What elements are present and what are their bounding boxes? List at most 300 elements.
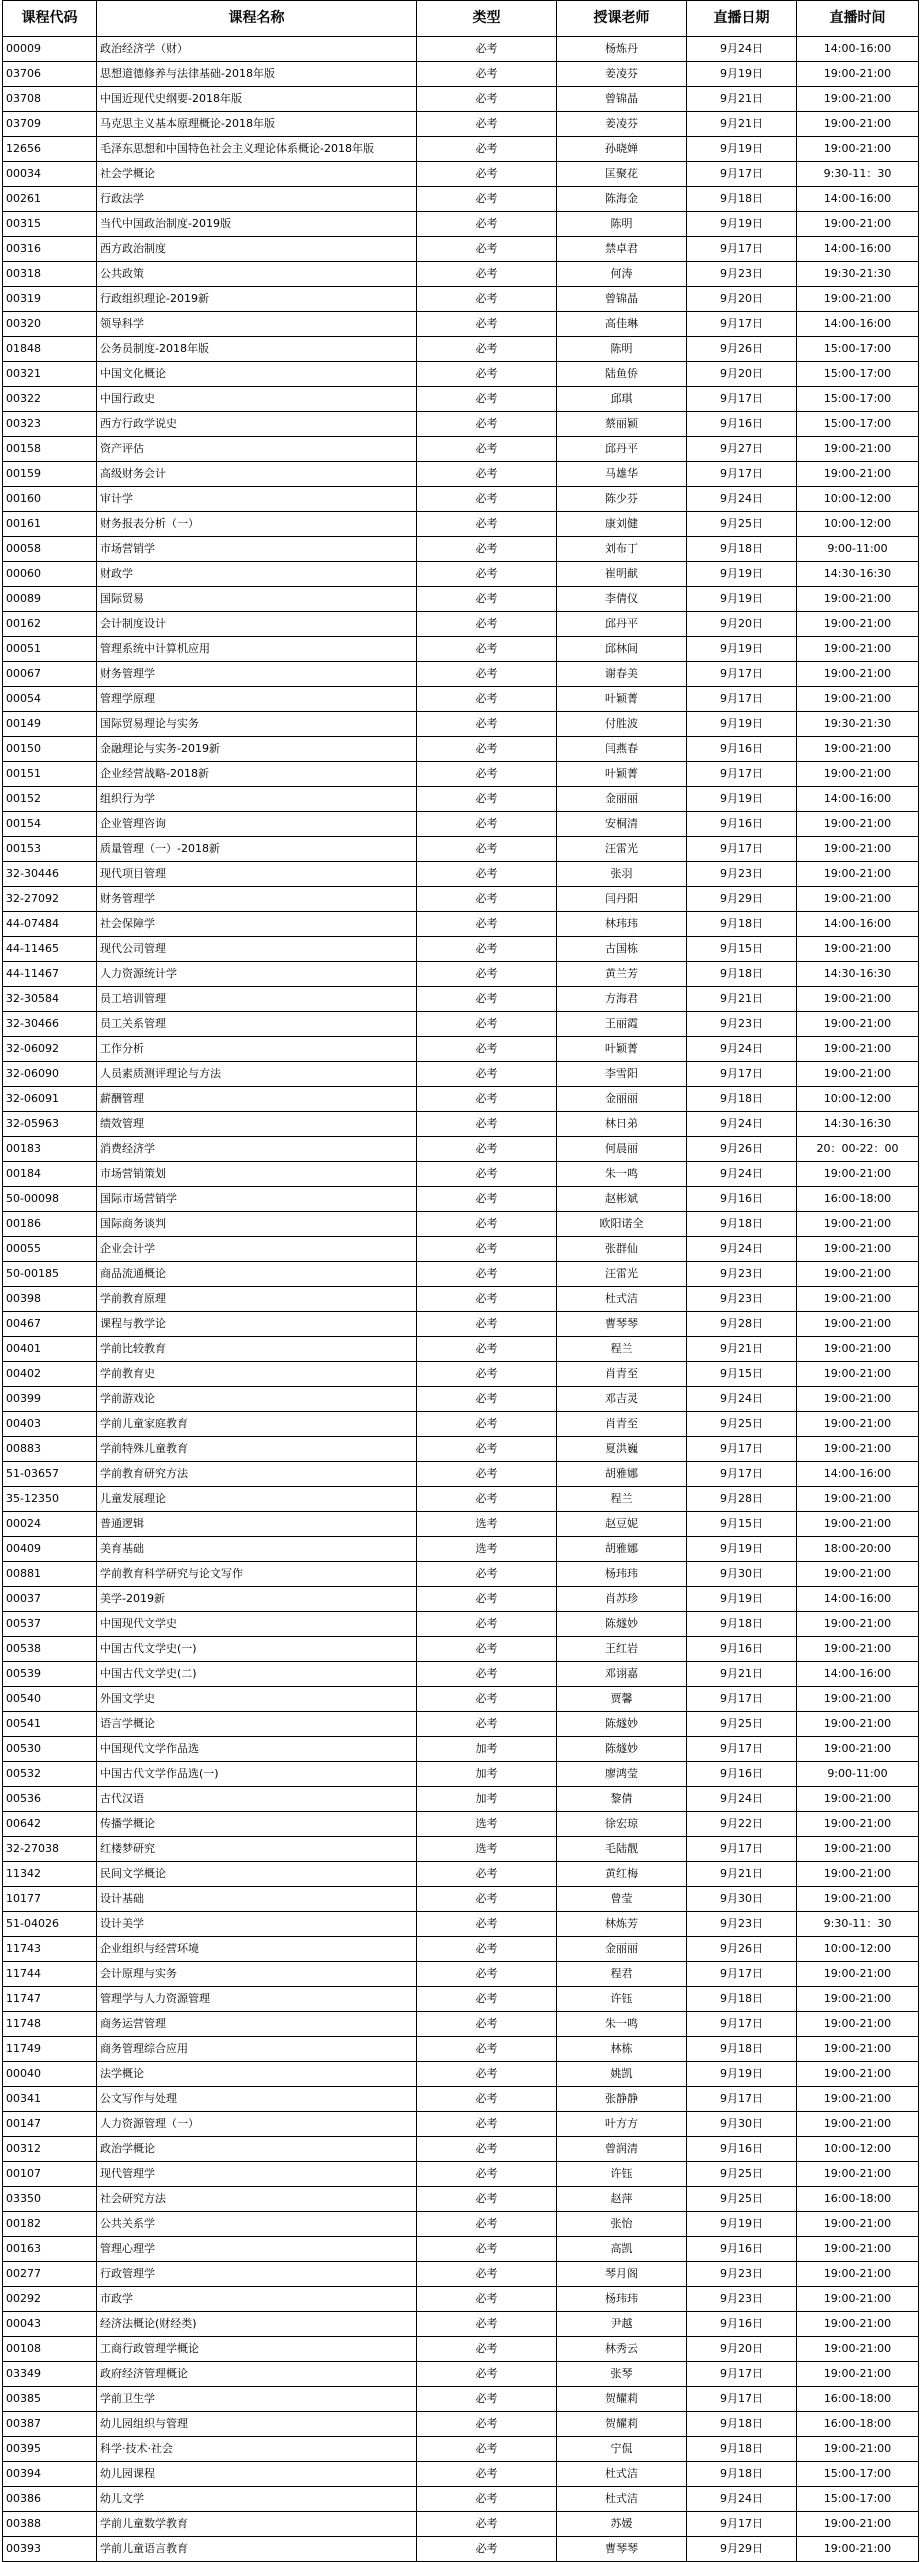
course-name-cell: 思想道德修养与法律基础-2018年版 [97, 62, 417, 87]
teacher-cell: 许钰 [557, 2162, 687, 2187]
teacher-cell: 程君 [557, 1962, 687, 1987]
course-code-cell: 32-27038 [3, 1837, 97, 1862]
table-row [3, 662, 919, 687]
type-cell: 必考 [417, 2137, 557, 2162]
time-cell: 19:00-21:00 [797, 1687, 919, 1712]
type-cell: 必考 [417, 1412, 557, 1437]
teacher-cell: 安桐清 [557, 812, 687, 837]
date-cell: 9月21日 [687, 112, 797, 137]
table-row [3, 1587, 919, 1612]
type-cell: 必考 [417, 1037, 557, 1062]
type-cell: 必考 [417, 362, 557, 387]
course-code-cell: 11743 [3, 1937, 97, 1962]
type-cell: 必考 [417, 487, 557, 512]
date-cell: 9月25日 [687, 1412, 797, 1437]
table-row [3, 1412, 919, 1437]
course-code-cell: 03349 [3, 2362, 97, 2387]
time-cell: 19:00-21:00 [797, 887, 919, 912]
course-name-cell: 现代管理学 [97, 2162, 417, 2187]
course-code-cell: 00147 [3, 2112, 97, 2137]
date-cell: 9月29日 [687, 887, 797, 912]
course-code-cell: 00161 [3, 512, 97, 537]
table-row [3, 1012, 919, 1037]
teacher-cell: 肖青至 [557, 1362, 687, 1387]
time-cell: 19:00-21:00 [797, 437, 919, 462]
course-name-cell: 外国文学史 [97, 1687, 417, 1712]
course-code-cell: 32-05963 [3, 1112, 97, 1137]
type-cell: 必考 [417, 2187, 557, 2212]
course-name-cell: 公文写作与处理 [97, 2087, 417, 2112]
date-cell: 9月17日 [687, 1737, 797, 1762]
teacher-cell: 林炼芳 [557, 1912, 687, 1937]
course-name-cell: 学前教育科学研究与论文写作 [97, 1562, 417, 1587]
teacher-cell: 程兰 [557, 1487, 687, 1512]
type-cell: 必考 [417, 1712, 557, 1737]
type-cell: 必考 [417, 312, 557, 337]
course-code-cell: 00060 [3, 562, 97, 587]
type-cell: 必考 [417, 2062, 557, 2087]
type-cell: 必考 [417, 387, 557, 412]
date-cell: 9月17日 [687, 1462, 797, 1487]
type-cell: 必考 [417, 462, 557, 487]
teacher-cell: 尹越 [557, 2312, 687, 2337]
header-type: 类型 [417, 1, 557, 37]
table-row [3, 2512, 919, 2537]
course-name-cell: 儿童发展理论 [97, 1487, 417, 1512]
time-cell: 14:30-16:30 [797, 562, 919, 587]
time-cell: 19:00-21:00 [797, 1512, 919, 1537]
type-cell: 必考 [417, 1237, 557, 1262]
table-row [3, 1862, 919, 1887]
date-cell: 9月18日 [687, 1987, 797, 2012]
type-cell: 必考 [417, 437, 557, 462]
course-code-cell: 00341 [3, 2087, 97, 2112]
type-cell: 必考 [417, 1287, 557, 1312]
course-code-cell: 03708 [3, 87, 97, 112]
type-cell: 必考 [417, 1912, 557, 1937]
course-name-cell: 学前儿童语言教育 [97, 2537, 417, 2562]
course-name-cell: 中国古代文学史(一) [97, 1637, 417, 1662]
course-name-cell: 市场营销策划 [97, 1162, 417, 1187]
date-cell: 9月15日 [687, 1362, 797, 1387]
teacher-cell: 陈燧妙 [557, 1737, 687, 1762]
teacher-cell: 崔明献 [557, 562, 687, 587]
type-cell: 必考 [417, 2487, 557, 2512]
teacher-cell: 姚凯 [557, 2062, 687, 2087]
course-code-cell: 00160 [3, 487, 97, 512]
course-name-cell: 人员素质测评理论与方法 [97, 1062, 417, 1087]
time-cell: 19:00-21:00 [797, 937, 919, 962]
course-name-cell: 组织行为学 [97, 787, 417, 812]
table-row [3, 337, 919, 362]
course-code-cell: 00182 [3, 2212, 97, 2237]
type-cell: 必考 [417, 1012, 557, 1037]
course-name-cell: 社会学概论 [97, 162, 417, 187]
type-cell: 必考 [417, 837, 557, 862]
date-cell: 9月17日 [687, 1062, 797, 1087]
course-name-cell: 管理学原理 [97, 687, 417, 712]
teacher-cell: 赵彬斌 [557, 1187, 687, 1212]
teacher-cell: 朱一鸣 [557, 1162, 687, 1187]
course-code-cell: 00312 [3, 2137, 97, 2162]
course-code-cell: 00403 [3, 1412, 97, 1437]
date-cell: 9月26日 [687, 337, 797, 362]
type-cell: 必考 [417, 512, 557, 537]
course-name-cell: 学前教育研究方法 [97, 1462, 417, 1487]
course-code-cell: 00051 [3, 637, 97, 662]
course-code-cell: 00399 [3, 1387, 97, 1412]
teacher-cell: 叶颖菁 [557, 762, 687, 787]
time-cell: 15:00-17:00 [797, 2462, 919, 2487]
table-row [3, 1912, 919, 1937]
type-cell: 必考 [417, 87, 557, 112]
teacher-cell: 黎倩 [557, 1787, 687, 1812]
course-name-cell: 工商行政管理学概论 [97, 2337, 417, 2362]
course-code-cell: 50-00185 [3, 1262, 97, 1287]
time-cell: 19:00-21:00 [797, 1487, 919, 1512]
date-cell: 9月16日 [687, 1637, 797, 1662]
date-cell: 9月19日 [687, 587, 797, 612]
time-cell: 19:00-21:00 [797, 762, 919, 787]
time-cell: 19:00-21:00 [797, 2287, 919, 2312]
course-name-cell: 领导科学 [97, 312, 417, 337]
course-name-cell: 传播学概论 [97, 1812, 417, 1837]
course-code-cell: 11748 [3, 2012, 97, 2037]
course-code-cell: 00183 [3, 1137, 97, 1162]
type-cell: 必考 [417, 337, 557, 362]
date-cell: 9月16日 [687, 2137, 797, 2162]
teacher-cell: 闫燕春 [557, 737, 687, 762]
date-cell: 9月24日 [687, 1387, 797, 1412]
course-code-cell: 32-06091 [3, 1087, 97, 1112]
type-cell: 加考 [417, 1762, 557, 1787]
time-cell: 19:00-21:00 [797, 1437, 919, 1462]
type-cell: 必考 [417, 2237, 557, 2262]
course-code-cell: 32-30466 [3, 1012, 97, 1037]
type-cell: 必考 [417, 712, 557, 737]
time-cell: 19:00-21:00 [797, 2087, 919, 2112]
table-row [3, 887, 919, 912]
table-row [3, 262, 919, 287]
course-code-cell: 00387 [3, 2412, 97, 2437]
time-cell: 19:00-21:00 [797, 1987, 919, 2012]
table-row [3, 1812, 919, 1837]
date-cell: 9月23日 [687, 1287, 797, 1312]
course-code-cell: 00883 [3, 1437, 97, 1462]
date-cell: 9月17日 [687, 162, 797, 187]
table-row [3, 1662, 919, 1687]
time-cell: 15:00-17:00 [797, 387, 919, 412]
date-cell: 9月19日 [687, 2212, 797, 2237]
table-row [3, 1687, 919, 1712]
date-cell: 9月18日 [687, 187, 797, 212]
table-row [3, 1162, 919, 1187]
type-cell: 必考 [417, 1262, 557, 1287]
course-name-cell: 国际商务谈判 [97, 1212, 417, 1237]
course-name-cell: 民间文学概论 [97, 1862, 417, 1887]
table-row [3, 237, 919, 262]
course-code-cell: 00159 [3, 462, 97, 487]
teacher-cell: 邱丹平 [557, 612, 687, 637]
time-cell: 19:00-21:00 [797, 1562, 919, 1587]
time-cell: 19:00-21:00 [797, 862, 919, 887]
teacher-cell: 禁卓君 [557, 237, 687, 262]
time-cell: 19:00-21:00 [797, 1387, 919, 1412]
course-name-cell: 学前卫生学 [97, 2387, 417, 2412]
date-cell: 9月16日 [687, 1187, 797, 1212]
course-code-cell: 32-30584 [3, 987, 97, 1012]
date-cell: 9月17日 [687, 2362, 797, 2387]
time-cell: 19:00-21:00 [797, 987, 919, 1012]
date-cell: 9月20日 [687, 287, 797, 312]
course-name-cell: 绩效管理 [97, 1112, 417, 1137]
table-row [3, 2212, 919, 2237]
course-name-cell: 公共政策 [97, 262, 417, 287]
time-cell: 19:00-21:00 [797, 462, 919, 487]
date-cell: 9月28日 [687, 1312, 797, 1337]
table-row [3, 2537, 919, 2562]
course-code-cell: 00881 [3, 1562, 97, 1587]
course-code-cell: 00034 [3, 162, 97, 187]
type-cell: 必考 [417, 587, 557, 612]
course-name-cell: 设计美学 [97, 1912, 417, 1937]
course-name-cell: 消费经济学 [97, 1137, 417, 1162]
date-cell: 9月18日 [687, 2412, 797, 2437]
teacher-cell: 叶颖菁 [557, 687, 687, 712]
time-cell: 19:00-21:00 [797, 1637, 919, 1662]
teacher-cell: 欧阳诺全 [557, 1212, 687, 1237]
course-name-cell: 财务管理学 [97, 662, 417, 687]
time-cell: 19:00-21:00 [797, 837, 919, 862]
course-code-cell: 00277 [3, 2262, 97, 2287]
table-row [3, 2312, 919, 2337]
course-name-cell: 高级财务会计 [97, 462, 417, 487]
course-code-cell: 00184 [3, 1162, 97, 1187]
date-cell: 9月21日 [687, 87, 797, 112]
course-name-cell: 商品流通概论 [97, 1262, 417, 1287]
type-cell: 必考 [417, 1637, 557, 1662]
date-cell: 9月30日 [687, 2112, 797, 2137]
course-name-cell: 行政管理学 [97, 2262, 417, 2287]
course-name-cell: 学前游戏论 [97, 1387, 417, 1412]
teacher-cell: 贺耀莉 [557, 2412, 687, 2437]
teacher-cell: 金丽丽 [557, 1087, 687, 1112]
date-cell: 9月30日 [687, 1887, 797, 1912]
course-code-cell: 50-00098 [3, 1187, 97, 1212]
teacher-cell: 姜凌芬 [557, 112, 687, 137]
table-row [3, 2062, 919, 2087]
course-name-cell: 红楼梦研究 [97, 1837, 417, 1862]
teacher-cell: 张羽 [557, 862, 687, 887]
time-cell: 14:30-16:30 [797, 1112, 919, 1137]
table-row [3, 962, 919, 987]
course-name-cell: 社会保障学 [97, 912, 417, 937]
table-row [3, 1737, 919, 1762]
time-cell: 16:00-18:00 [797, 2387, 919, 2412]
teacher-cell: 陈少芬 [557, 487, 687, 512]
teacher-cell: 肖青至 [557, 1412, 687, 1437]
teacher-cell: 王红岩 [557, 1637, 687, 1662]
type-cell: 必考 [417, 662, 557, 687]
type-cell: 必考 [417, 2437, 557, 2462]
table-row [3, 1787, 919, 1812]
type-cell: 必考 [417, 1662, 557, 1687]
course-code-cell: 00040 [3, 2062, 97, 2087]
course-code-cell: 00388 [3, 2512, 97, 2537]
table-row [3, 1637, 919, 1662]
course-name-cell: 普通逻辑 [97, 1512, 417, 1537]
teacher-cell: 邓诩嘉 [557, 1662, 687, 1687]
time-cell: 19:00-21:00 [797, 637, 919, 662]
date-cell: 9月19日 [687, 1537, 797, 1562]
time-cell: 19:00-21:00 [797, 1287, 919, 1312]
type-cell: 必考 [417, 1587, 557, 1612]
header-course-code: 课程代码 [3, 1, 97, 37]
course-code-cell: 00642 [3, 1812, 97, 1837]
type-cell: 必考 [417, 62, 557, 87]
course-name-cell: 财务报表分析（一） [97, 512, 417, 537]
date-cell: 9月16日 [687, 1762, 797, 1787]
teacher-cell: 陈海金 [557, 187, 687, 212]
time-cell: 9:00-11:00 [797, 537, 919, 562]
course-code-cell: 00539 [3, 1662, 97, 1687]
table-row [3, 1362, 919, 1387]
date-cell: 9月18日 [687, 1087, 797, 1112]
type-cell: 必考 [417, 1087, 557, 1112]
table-row [3, 2237, 919, 2262]
type-cell: 必考 [417, 1962, 557, 1987]
table-row [3, 837, 919, 862]
type-cell: 必考 [417, 37, 557, 62]
date-cell: 9月23日 [687, 862, 797, 887]
time-cell: 19:00-21:00 [797, 1737, 919, 1762]
course-name-cell: 会计原理与实务 [97, 1962, 417, 1987]
type-cell: 必考 [417, 1987, 557, 2012]
teacher-cell: 张琴 [557, 2362, 687, 2387]
course-name-cell: 当代中国政治制度-2019版 [97, 212, 417, 237]
time-cell: 14:00-16:00 [797, 312, 919, 337]
table-row [3, 87, 919, 112]
teacher-cell: 张群仙 [557, 1237, 687, 1262]
date-cell: 9月24日 [687, 2487, 797, 2512]
type-cell: 必考 [417, 2162, 557, 2187]
teacher-cell: 闫丹阳 [557, 887, 687, 912]
date-cell: 9月17日 [687, 1437, 797, 1462]
course-code-cell: 00067 [3, 662, 97, 687]
course-name-cell: 学前儿童家庭教育 [97, 1412, 417, 1437]
course-code-cell: 00318 [3, 262, 97, 287]
table-row [3, 862, 919, 887]
date-cell: 9月29日 [687, 2537, 797, 2562]
teacher-cell: 胡雅娜 [557, 1462, 687, 1487]
date-cell: 9月17日 [687, 762, 797, 787]
table-row [3, 1262, 919, 1287]
teacher-cell: 何涛 [557, 262, 687, 287]
course-name-cell: 企业管理咨询 [97, 812, 417, 837]
table-row [3, 437, 919, 462]
type-cell: 必考 [417, 1437, 557, 1462]
time-cell: 19:00-21:00 [797, 1712, 919, 1737]
date-cell: 9月24日 [687, 1787, 797, 1812]
course-code-cell: 51-03657 [3, 1462, 97, 1487]
course-schedule-table [2, 0, 919, 2562]
table-row [3, 1437, 919, 1462]
date-cell: 9月24日 [687, 37, 797, 62]
type-cell: 选考 [417, 1812, 557, 1837]
date-cell: 9月17日 [687, 687, 797, 712]
course-code-cell: 00393 [3, 2537, 97, 2562]
teacher-cell: 廖鸿莹 [557, 1762, 687, 1787]
time-cell: 19:30-21:30 [797, 712, 919, 737]
course-code-cell: 00058 [3, 537, 97, 562]
course-code-cell: 00398 [3, 1287, 97, 1312]
course-code-cell: 00151 [3, 762, 97, 787]
date-cell: 9月24日 [687, 1237, 797, 1262]
course-name-cell: 美育基础 [97, 1537, 417, 1562]
teacher-cell: 夏洪巍 [557, 1437, 687, 1462]
course-name-cell: 西方行政学说史 [97, 412, 417, 437]
time-cell: 15:00-17:00 [797, 2487, 919, 2512]
teacher-cell: 刘布丁 [557, 537, 687, 562]
type-cell: 必考 [417, 612, 557, 637]
course-code-cell: 00261 [3, 187, 97, 212]
time-cell: 19:00-21:00 [797, 1837, 919, 1862]
table-row [3, 537, 919, 562]
time-cell: 16:00-18:00 [797, 1187, 919, 1212]
table-row [3, 2137, 919, 2162]
teacher-cell: 宁侃 [557, 2437, 687, 2462]
type-cell: 必考 [417, 137, 557, 162]
date-cell: 9月19日 [687, 1587, 797, 1612]
type-cell: 必考 [417, 1487, 557, 1512]
table-row [3, 1487, 919, 1512]
type-cell: 必考 [417, 2037, 557, 2062]
date-cell: 9月18日 [687, 1612, 797, 1637]
table-row [3, 1612, 919, 1637]
date-cell: 9月17日 [687, 237, 797, 262]
teacher-cell: 金丽丽 [557, 1937, 687, 1962]
course-name-cell: 政治学概论 [97, 2137, 417, 2162]
type-cell: 必考 [417, 687, 557, 712]
teacher-cell: 杜式洁 [557, 1287, 687, 1312]
time-cell: 19:00-21:00 [797, 812, 919, 837]
date-cell: 9月23日 [687, 1912, 797, 1937]
course-code-cell: 03350 [3, 2187, 97, 2212]
date-cell: 9月21日 [687, 1862, 797, 1887]
type-cell: 必考 [417, 2312, 557, 2337]
teacher-cell: 蔡丽颖 [557, 412, 687, 437]
course-code-cell: 00385 [3, 2387, 97, 2412]
date-cell: 9月24日 [687, 1037, 797, 1062]
time-cell: 20：00-22：00 [797, 1137, 919, 1162]
course-code-cell: 00055 [3, 1237, 97, 1262]
course-code-cell: 01848 [3, 337, 97, 362]
time-cell: 19:00-21:00 [797, 2237, 919, 2262]
course-code-cell: 00158 [3, 437, 97, 462]
date-cell: 9月17日 [687, 312, 797, 337]
course-name-cell: 会计制度设计 [97, 612, 417, 637]
date-cell: 9月19日 [687, 137, 797, 162]
time-cell: 9:30-11：30 [797, 1912, 919, 1937]
teacher-cell: 林玮玮 [557, 912, 687, 937]
table-row [3, 1937, 919, 1962]
course-code-cell: 00186 [3, 1212, 97, 1237]
time-cell: 19:30-21:30 [797, 262, 919, 287]
course-name-cell: 中国近现代史纲要-2018年版 [97, 87, 417, 112]
type-cell: 必考 [417, 2337, 557, 2362]
type-cell: 必考 [417, 162, 557, 187]
type-cell: 必考 [417, 737, 557, 762]
